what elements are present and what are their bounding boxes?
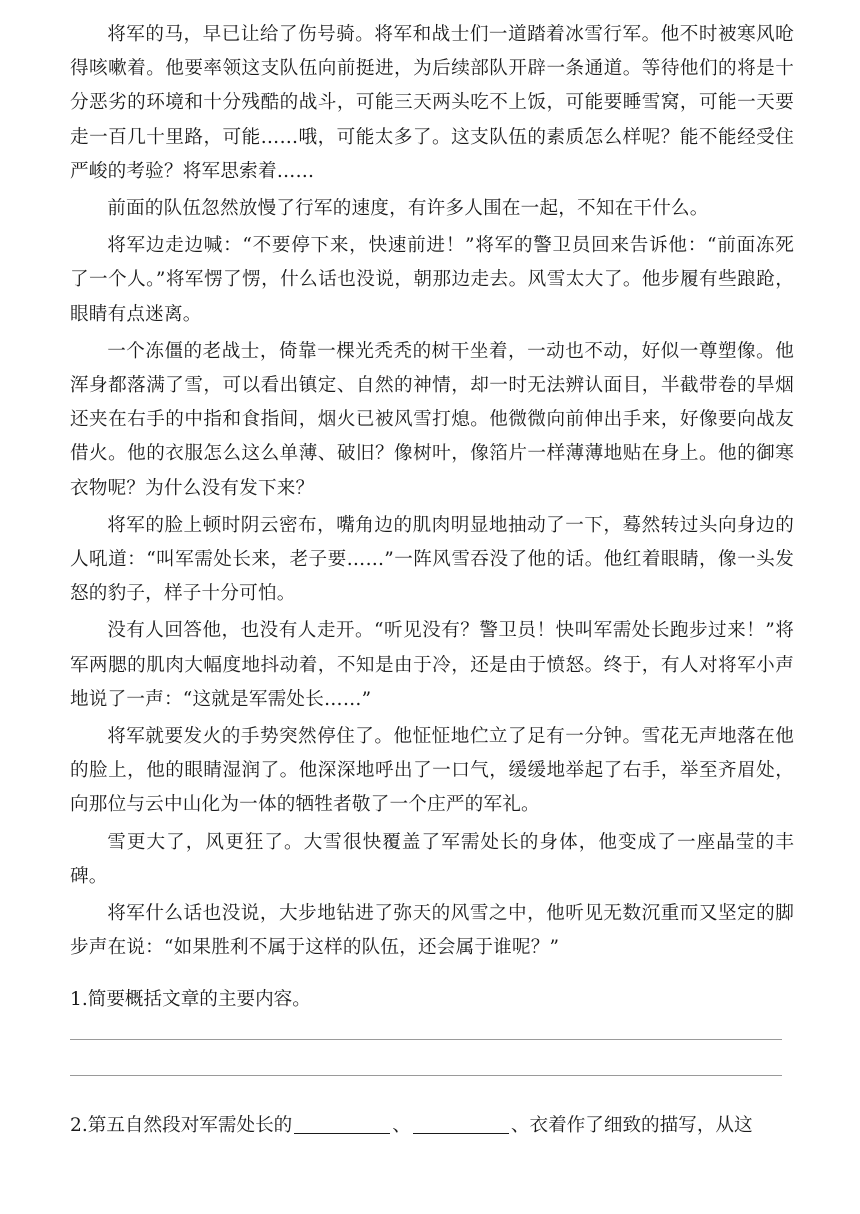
paragraph-7: 将军就要发火的手势突然停住了。他怔怔地伫立了足有一分钟。雪花无声地落在他的脸上，他的眼睛湿润了。他深深地呼出了一口气，缓缓地举起了右手，举至齐眉处，向那位与云中山化为一体的牺牲者敬了一个庄严的军礼。 xyxy=(70,726,794,816)
worksheet-page xyxy=(70,18,794,1143)
paragraph-5: 将军的脸上顿时阴云密布，嘴角边的肌肉明显地抽动了一下，蓦然转过头向身边的人吼道：“叫军需处长来，老子要……”一阵风雪吞没了他的话。他红着眼睛，像一头发怒的豹子，样子十分可怕。 xyxy=(70,514,794,605)
answer-line-1[interactable] xyxy=(70,1039,782,1040)
fill-blank-1[interactable] xyxy=(294,1115,390,1135)
article-body xyxy=(70,18,794,965)
paragraph-6: 没有人回答他，也没有人走开。“听见没有？警卫员！快叫军需处长跑步过来！”将军两腮的肌肉大幅度地抖动着，不知是由于冷，还是由于愤怒。终于，有人对将军小声地说了一声：“这就是军需处长……” xyxy=(70,620,794,710)
question-2-text-start: 2.第五自然段对军需处长的 xyxy=(70,1115,293,1137)
paragraph-9: 将军什么话也没说，大步地钻进了弥天的风雪之中，他听见无数沉重而又坚定的脚步声在说：“如果胜利不属于这样的队伍，还会属于谁呢？” xyxy=(70,903,794,959)
question-2-separator: 、 xyxy=(392,1115,411,1137)
paragraph-4: 一个冻僵的老战士，倚靠一棵光秃秃的树干坐着，一动也不动，好似一尊塑像。他浑身都落满了雪，可以看出镇定、自然的神情，却一时无法辨认面目，半截带卷的旱烟还夹在右手的中指和食指间，烟火已被风雪打熄。他微微向前伸出手来，好像要向战友借火。他的衣服怎么这么单薄、破旧？像树叶，像箔片一样薄薄地贴在身上。他的御寒衣物呢？为什么没有发下来？ xyxy=(70,340,794,499)
answer-line-2[interactable] xyxy=(70,1075,782,1076)
question-2-text-end: 、衣着作了细致的描写，从这 xyxy=(510,1115,753,1137)
question-1: 1.简要概括文章的主要内容。 xyxy=(70,989,311,1011)
fill-blank-2[interactable] xyxy=(413,1115,509,1135)
paragraph-1: 将军的马，早已让给了伤号骑。将军和战士们一道踏着冰雪行军。他不时被寒风呛得咳嗽着。他要率领这支队伍向前挺进，为后续部队开辟一条通道。等待他们的将是十分恶劣的环境和十分残酷的战斗，可能三天两头吃不上饭，可能要睡雪窝，可能一天要走一百几十里路，可能……哦，可能太多了。这支队伍的素质怎么样呢？能不能经受住严峻的考验？将军思索着…… xyxy=(70,24,794,182)
paragraph-8: 雪更大了，风更狂了。大雪很快覆盖了军需处长的身体，他变成了一座晶莹的丰碑。 xyxy=(70,831,794,887)
paragraph-3: 将军边走边喊：“不要停下来，快速前进！”将军的警卫员回来告诉他：“前面冻死了一个人。”将军愣了愣，什么话也没说，朝那边走去。风雪太大了。他步履有些踉跄，眼睛有点迷离。 xyxy=(70,235,794,325)
question-2 xyxy=(70,1109,794,1143)
paragraph-2: 前面的队伍忽然放慢了行军的速度，有许多人围在一起，不知在干什么。 xyxy=(107,198,709,220)
